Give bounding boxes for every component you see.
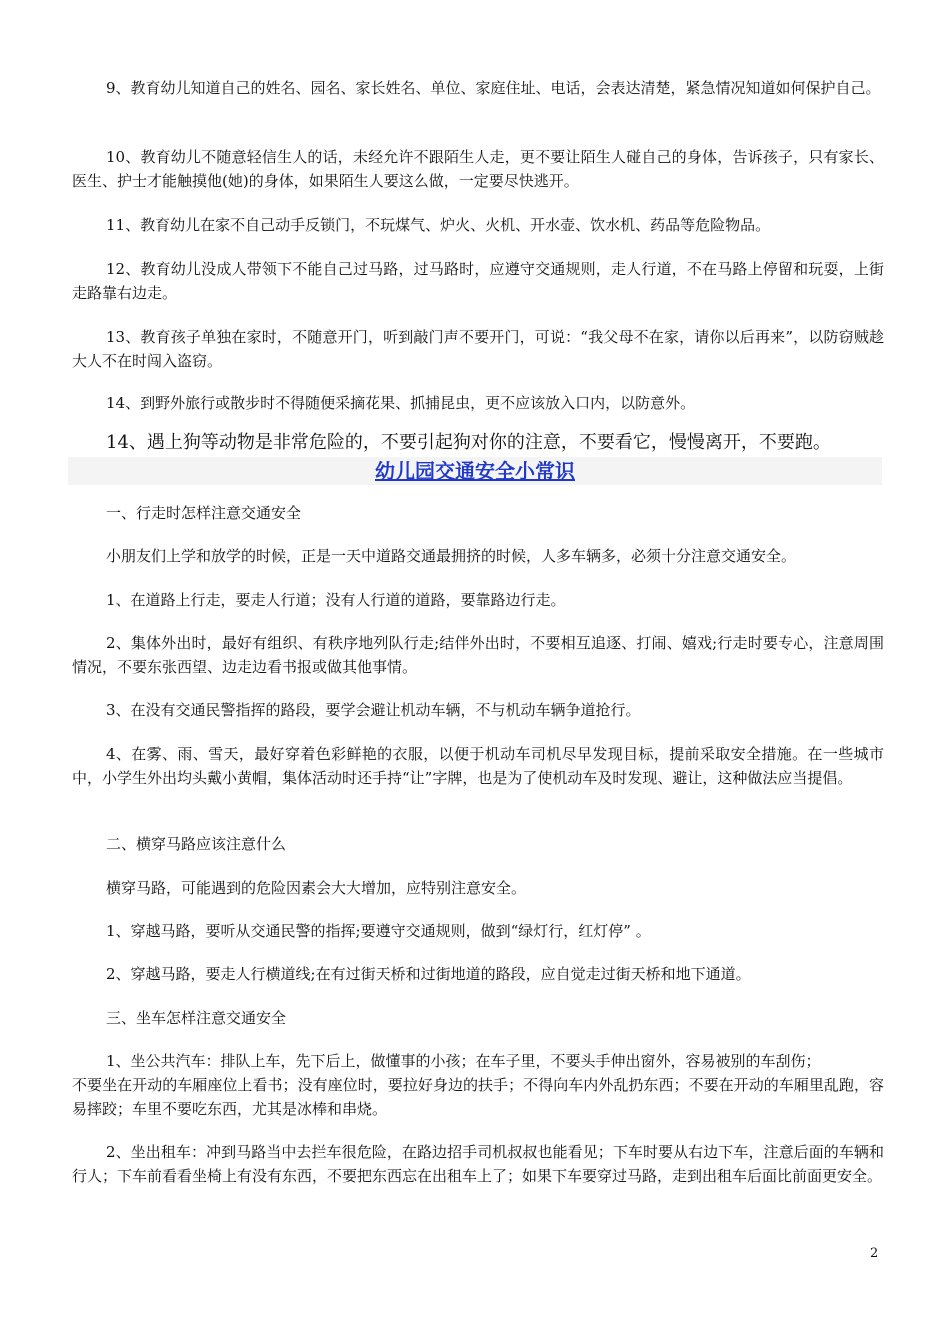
section-title: 幼儿园交通安全小常识 bbox=[375, 459, 575, 483]
page-number: 2 bbox=[870, 1246, 879, 1261]
paragraph-riding-1: 1、坐公共汽车：排队上车，先下后上，做懂事的小孩；在车子里，不要头手伸出窗外，容易被别的车刮伤； bbox=[106, 1052, 821, 1070]
paragraph-item-13: 13、教育孩子单独在家时，不随意开门，听到敲门声不要开门，可说：“我父母不在家，请你以后再来”，以防窃贼趁大人不在时闯入盗窃。 bbox=[72, 328, 884, 370]
paragraph-item-11: 11、教育幼儿在家不自己动手反锁门，不玩煤气、炉火、火机、开水壶、饮水机、药品等危险物品。 bbox=[106, 216, 771, 234]
heading-crossing: 二、横穿马路应该注意什么 bbox=[106, 835, 287, 853]
paragraph-intro-crossing: 横穿马路，可能遇到的危险因素会大大增加，应特别注意安全。 bbox=[106, 879, 527, 897]
paragraph-walking-3: 3、在没有交通民警指挥的路段，要学会避让机动车辆，不与机动车辆争道抢行。 bbox=[106, 701, 641, 719]
paragraph-item-14b: 14、遇上狗等动物是非常危险的，不要引起狗对你的注意，不要看它，慢慢离开，不要跑。 bbox=[106, 432, 831, 453]
paragraph-item-14a: 14、到野外旅行或散步时不得随便采摘花果、抓捕昆虫，更不应该放入口内，以防意外。 bbox=[106, 394, 696, 412]
paragraph-walking-4: 4、在雾、雨、雪天，最好穿着色彩鲜艳的衣服，以便于机动车司机尽早发现目标，提前采取安全措施。在一些城市中，小学生外出均头戴小黄帽，集体活动时还手持“让”字牌，也是为了使机动车及时发现、避让，这种做法应当提倡。 bbox=[72, 745, 884, 787]
paragraph-riding-1-cont: 不要坐在开动的车厢座位上看书；没有座位时，要拉好身边的扶手；不得向车内外乱扔东西；不要在开动的车厢里乱跑，容易摔跤；车里不要吃东西，尤其是冰棒和串烧。 bbox=[72, 1076, 884, 1118]
heading-riding: 三、坐车怎样注意交通安全 bbox=[106, 1009, 287, 1027]
paragraph-riding-2: 2、坐出租车：冲到马路当中去拦车很危险，在路边招手司机叔叔也能看见；下车时要从右边下车，注意后面的车辆和行人；下车前看看坐椅上有没有东西，不要把东西忘在出租车上了；如果下车要穿过马路，走到出租车后面比前面更安全。 bbox=[72, 1143, 884, 1185]
heading-walking: 一、行走时怎样注意交通安全 bbox=[106, 504, 302, 522]
paragraph-item-9: 9、教育幼儿知道自己的姓名、园名、家长姓名、单位、家庭住址、电话，会表达清楚，紧急情况知道如何保护自己。 bbox=[106, 79, 881, 97]
paragraph-walking-1: 1、在道路上行走，要走人行道；没有人行道的道路，要靠路边行走。 bbox=[106, 591, 566, 609]
paragraph-crossing-2: 2、穿越马路，要走人行横道线;在有过街天桥和过街地道的路段，应自觉走过街天桥和地下通道。 bbox=[106, 965, 751, 983]
paragraph-item-12: 12、教育幼儿没成人带领下不能自己过马路，过马路时，应遵守交通规则，走人行道，不在马路上停留和玩耍，上街走路靠右边走。 bbox=[72, 260, 884, 302]
paragraph-intro-walking: 小朋友们上学和放学的时候，正是一天中道路交通最拥挤的时候，人多车辆多，必须十分注意交通安全。 bbox=[106, 547, 797, 565]
paragraph-walking-2: 2、集体外出时，最好有组织、有秩序地列队行走;结伴外出时，不要相互追逐、打闹、嬉戏;行走时要专心，注意周围情况，不要东张西望、边走边看书报或做其他事情。 bbox=[72, 634, 884, 676]
paragraph-item-10: 10、教育幼儿不随意轻信生人的话，未经允许不跟陌生人走，更不要让陌生人碰自己的身体，告诉孩子，只有家长、医生、护士才能触摸他(她)的身体，如果陌生人要这么做，一定要尽快逃开。 bbox=[72, 148, 884, 190]
paragraph-crossing-1: 1、穿越马路，要听从交通民警的指挥;要遵守交通规则，做到“绿灯行，红灯停” 。 bbox=[106, 922, 651, 940]
